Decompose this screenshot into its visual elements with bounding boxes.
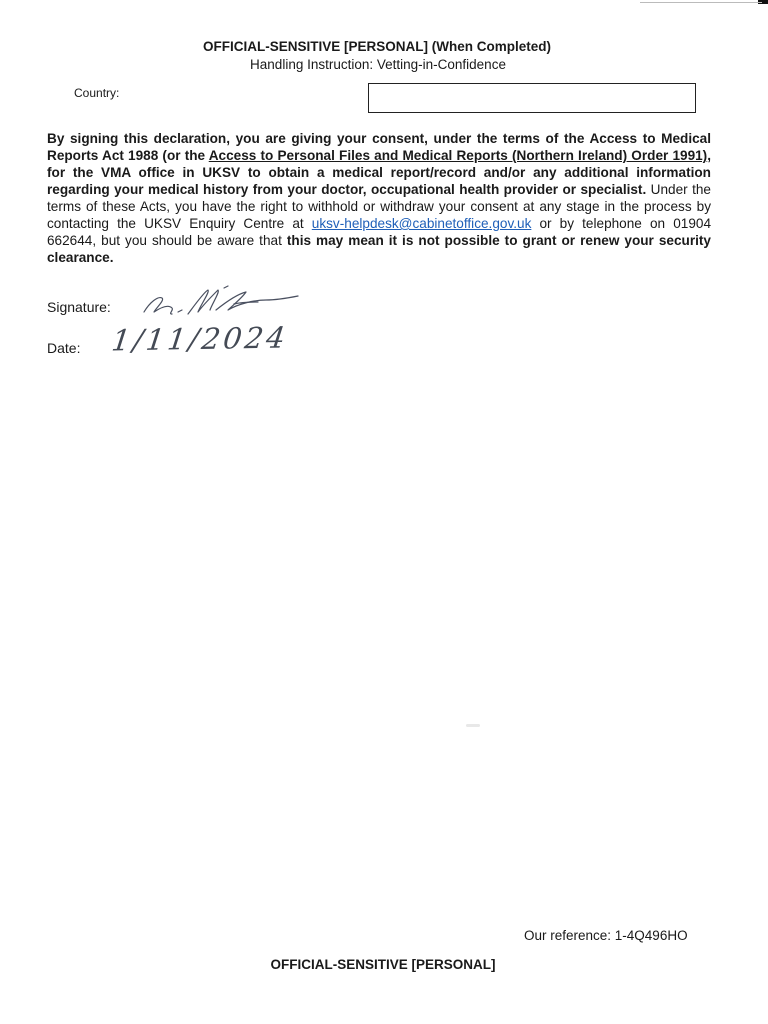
handling-instruction: Handling Instruction: Vetting-in-Confidence xyxy=(250,57,506,72)
scan-edge-line xyxy=(640,2,762,3)
classification-heading: OFFICIAL-SENSITIVE [PERSONAL] (When Completed) xyxy=(203,39,551,54)
document-footer xyxy=(0,957,768,972)
declaration-phone-text: or by telephone on 01904 662644, but you should be aware that xyxy=(47,216,712,248)
handwritten-date: 1/11/2024 xyxy=(109,320,290,358)
declaration-bold-purpose: , for the VMA office in UKSV to obtain a medical report/record and/or any additional information regarding your medical history from your doctor, occupational health provider or specialist. xyxy=(47,148,711,197)
footer-classification: OFFICIAL-SENSITIVE [PERSONAL] xyxy=(270,957,496,972)
handwritten-signature xyxy=(138,282,308,324)
declaration-bold-intro: By signing this declaration, you are giving your consent, under the terms of the Access to Medical Reports Act 1988 (or the xyxy=(47,131,711,163)
helpdesk-email-link[interactable]: uksv-helpdesk@cabinetoffice.gov.uk xyxy=(311,216,532,231)
date-label: Date: xyxy=(47,340,81,356)
country-field[interactable] xyxy=(368,83,696,113)
declaration-rights-text: Under the terms of these Acts, you have the right to withhold or withdraw your consent at any stage in the process by contacting the UKSV Enquiry Centre at xyxy=(47,182,711,231)
declaration-underlined-act: Access to Personal Files and Medical Reports (Northern Ireland) Order 1991) xyxy=(208,148,708,163)
declaration-bold-warning: this may mean it is not possible to grant or renew your security clearance. xyxy=(47,233,711,265)
signature-label: Signature: xyxy=(47,299,111,315)
scan-smudge xyxy=(466,724,480,727)
document-header xyxy=(0,38,768,73)
reference-number: Our reference: 1-4Q496HO xyxy=(524,928,688,943)
country-label: Country: xyxy=(74,86,120,100)
consent-declaration xyxy=(47,130,711,266)
